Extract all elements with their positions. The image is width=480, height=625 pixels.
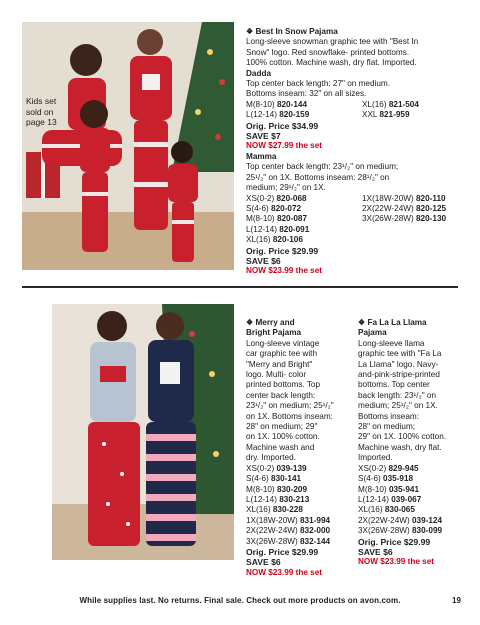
size-row: 3X(26W-28W) 820-130 [362, 214, 447, 224]
product-title-text: Merry and [255, 318, 295, 327]
size-row: 2X(22W-24W) 039-124 [358, 515, 443, 525]
description-line: bottoms. Top center [358, 380, 430, 390]
description-line: Snow" logo. Red snowflake- printed bottoms. [246, 47, 410, 57]
description-line: 29" on 1X. 100% cotton. [358, 432, 447, 442]
description-line: graphic tee with "Fa La [358, 349, 442, 359]
description-line: back length: 23¹/₂" on [358, 390, 437, 400]
description-line: Machine wash and [246, 442, 315, 452]
size-row: M(8-10) 820-144 [246, 99, 308, 109]
callout-line: page 13 [26, 117, 57, 127]
size-row: 3X(26W-28W) 830-099 [358, 526, 443, 536]
size-row: XS(0-2) 820-068 [246, 193, 307, 203]
description-line: Bottoms inseam: [358, 411, 419, 421]
size-row: XL(16) 830-065 [358, 505, 415, 515]
save-amount: SAVE $6 [246, 557, 281, 568]
description-line: medium; 25¹/₂" on 1X. [358, 401, 438, 411]
product-title-text: Best In Snow Pajama [255, 27, 338, 36]
description-line: 100% cotton. Machine wash, dry flat. Imported. [246, 58, 417, 68]
now-price: NOW $27.99 the set [246, 141, 322, 151]
size-row: 2X(22W-24W) 820-125 [362, 203, 447, 213]
callout-line: sold on [26, 106, 54, 117]
description-line: center back length: [246, 390, 316, 400]
size-row: XXL 821-959 [362, 110, 410, 120]
size-row: L(12-14) 039-067 [358, 494, 422, 504]
size-row: XL(16) 820-106 [246, 235, 303, 245]
size-row: XS(0-2) 039-139 [246, 463, 307, 473]
size-row: XS(0-2) 829-945 [358, 463, 419, 473]
dadda-heading: Dadda [246, 68, 272, 78]
now-price: NOW $23.99 the set [358, 557, 434, 567]
product-title-text: Fa La La Llama [367, 318, 427, 327]
section-divider [22, 286, 458, 288]
description-line: 28" on medium; 29" [246, 422, 318, 432]
orig-price: Orig. Price $34.99 [246, 120, 319, 131]
description-line: Machine wash, dry flat. [358, 442, 442, 452]
size-row: L(12-14) 820-091 [246, 224, 310, 234]
product-title [246, 27, 460, 37]
product-title [358, 318, 462, 328]
product-title-text: Bright Pajama [246, 328, 302, 338]
spec-line: medium; 29¹/₂" on 1X. [246, 183, 326, 193]
size-row: 1X(18W-20W) 820-110 [362, 193, 446, 203]
spec-line: 25¹/₂" on 1X. Bottoms inseam: 28¹/₂" on [246, 172, 390, 182]
description-line: 28" on medium; [358, 422, 416, 432]
family-pajama-photo [22, 22, 234, 270]
size-row: L(12-14) 830-213 [246, 494, 310, 504]
kids-set-callout [26, 96, 70, 128]
size-row: S(4-6) 820-072 [246, 203, 302, 213]
description-line: Long-sleeve snowman graphic tee with "Best In [246, 37, 419, 47]
product-title-text: Pajama [358, 328, 387, 338]
description-line: and-pink-stripe-printed [358, 370, 440, 380]
description-line: car graphic tee with [246, 349, 317, 359]
four-diamond-icon: ❖ [358, 318, 366, 327]
now-price: NOW $23.99 the set [246, 567, 322, 577]
description-line: 23¹/₂" on medium; 25¹/₂" [246, 401, 334, 411]
size-row: S(4-6) 830-141 [246, 474, 302, 484]
save-amount: SAVE $6 [358, 546, 393, 557]
spec-line: Bottoms inseam: 32" on all sizes. [246, 89, 367, 99]
mamma-size-table [246, 194, 460, 246]
description-line: on 1X. Bottoms inseam: [246, 411, 333, 421]
size-row: L(12-14) 820-159 [246, 110, 310, 120]
size-row: XL(16) 830-228 [246, 505, 303, 515]
orig-price: Orig. Price $29.99 [358, 536, 431, 547]
save-amount: SAVE $7 [246, 131, 281, 142]
family-pajama-illustration [22, 22, 234, 270]
four-diamond-icon: ❖ [246, 318, 254, 327]
description-line: "Merry and Bright" [246, 359, 313, 369]
orig-price: Orig. Price $29.99 [246, 546, 319, 557]
product-best-in-snow [246, 27, 460, 277]
description-line: Long-sleeve llama [358, 338, 425, 348]
product-title [246, 318, 350, 328]
callout-line: Kids set [26, 96, 57, 106]
two-women-pajama-illustration [52, 304, 234, 560]
size-row: 3X(26W-28W) 832-144 [246, 536, 331, 546]
description-line: printed bottoms. Top [246, 380, 321, 390]
description-line: La Llama" logo. Navy- [358, 359, 439, 369]
size-row: 1X(18W-20W) 831-994 [246, 515, 331, 525]
description-line: logo. Multi- color [246, 370, 307, 380]
size-row: M(8-10) 820-087 [246, 214, 308, 224]
two-women-pajama-photo [52, 304, 234, 560]
spec-line: Top center back length: 27" on medium. [246, 79, 390, 89]
size-row: M(8-10) 035-941 [358, 484, 420, 494]
now-price: NOW $23.99 the set [246, 266, 322, 276]
size-row: S(4-6) 035-918 [358, 474, 414, 484]
description-line: on 1X. 100% cotton. [246, 432, 320, 442]
size-row: M(8-10) 830-209 [246, 484, 308, 494]
dadda-size-table [246, 100, 460, 121]
description-line: Long-sleeve vintage [246, 338, 320, 348]
size-row: XL(16) 821-504 [362, 99, 419, 109]
orig-price: Orig. Price $29.99 [246, 245, 319, 256]
product-fa-la-la-llama [358, 318, 462, 568]
mamma-heading: Mamma [246, 151, 277, 161]
four-diamond-icon: ❖ [246, 27, 254, 36]
description-line: Imported. [358, 453, 393, 463]
product-merry-and-bright [246, 318, 350, 578]
spec-line: Top center back length: 23¹/₂" on medium; [246, 162, 399, 172]
footer-note: While supplies last. No returns. Final sale. Check out more products on avon.com. [79, 596, 401, 605]
description-line: dry. Imported. [246, 453, 296, 463]
save-amount: SAVE $6 [246, 255, 281, 266]
size-row: 2X(22W-24W) 832-000 [246, 526, 331, 536]
page-number: 19 [452, 596, 461, 605]
